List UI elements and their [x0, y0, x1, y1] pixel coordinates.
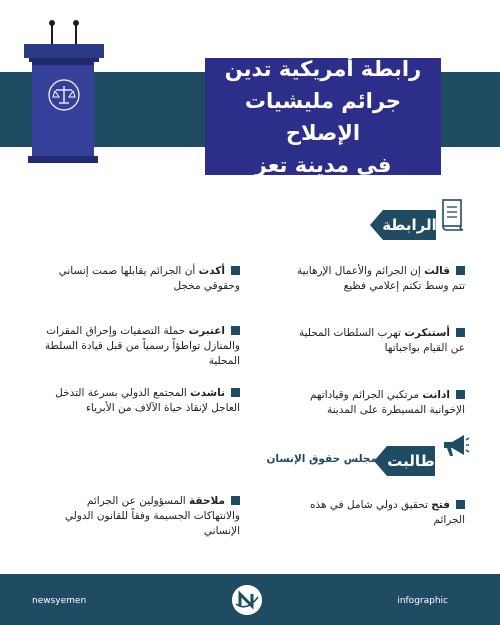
title-line-2: جرائم مليشيات الإصلاح: [244, 88, 402, 145]
list-item: [285, 498, 465, 528]
scales-emblem-icon: [47, 78, 81, 112]
newsyemen-logo-icon: [232, 585, 262, 615]
list-item: [40, 494, 240, 539]
list-item: [285, 264, 465, 294]
item-lead: ادانت: [422, 389, 450, 401]
list-item: [40, 324, 240, 369]
item-text: المجتمع الدولي بسرعة التدخل العاجل لإنقاذ حياة الآلاف من الأبرياء: [55, 387, 240, 414]
list-item: [40, 386, 240, 416]
bullet-square-icon: [456, 328, 465, 337]
footer-brand: newsyemen: [32, 596, 87, 606]
item-lead: أكدت: [198, 265, 225, 277]
section-label-rabita: الرابطة: [383, 210, 436, 240]
title-box: [205, 58, 441, 175]
microphone-icon: [75, 24, 77, 44]
bullet-square-icon: [231, 496, 240, 505]
megaphone-icon: [440, 430, 470, 460]
bullet-square-icon: [456, 266, 465, 275]
item-lead: ملاحقة: [189, 495, 225, 507]
item-text: مرتكبي الجرائم وقياداتهم الإخوانية المسيطرة على المدينة: [309, 389, 465, 416]
bullet-square-icon: [231, 388, 240, 397]
list-item: [285, 326, 465, 356]
bullet-square-icon: [456, 390, 465, 399]
item-lead: قالت: [424, 265, 450, 277]
bullet-square-icon: [456, 500, 465, 509]
podium-top: [24, 44, 104, 58]
hr-council-label: مجلس حقوق الإنسان: [266, 453, 377, 465]
item-lead: فتح: [431, 499, 450, 511]
item-lead: أستنكرت: [404, 327, 450, 339]
item-text: أن الجرائم يقابلها صمت إنساني وحقوقي مخجل: [58, 265, 240, 292]
item-lead: اعتبرت: [188, 325, 225, 337]
item-text: تحقيق دولي شامل في هذه الجرائم: [310, 499, 465, 526]
item-text: تهرب السلطات المحلية عن القيام بواجباتها: [298, 327, 465, 354]
item-text: حملة التصفيات وإحراق المقرات والمنازل تواطؤاً رسمياً من قبل قيادة السلطة المحلية: [44, 325, 240, 367]
list-item: [285, 388, 465, 418]
bullet-square-icon: [231, 326, 240, 335]
list-item: [40, 264, 240, 294]
title-line-3: في مدينة تعز: [254, 152, 392, 177]
item-text: إن الجرائم والأعمال الإرهابية تتم وسط تكتم إعلامي فظيع: [297, 265, 465, 292]
microphone-icon: [51, 24, 53, 44]
section-label-talabat: طالبت: [387, 446, 435, 476]
podium-base: [28, 156, 98, 163]
bullet-square-icon: [231, 266, 240, 275]
footer-tag: infographic: [397, 596, 448, 606]
title-line-1: رابطة أمريكية تدين: [224, 56, 422, 81]
document-scroll-icon: [440, 197, 466, 231]
item-text: المسؤولين عن الجرائم والانتهاكات الجسيمة وفقاً للقانون الدولي الإنساني: [64, 495, 240, 537]
item-lead: ناشدت: [190, 387, 225, 399]
